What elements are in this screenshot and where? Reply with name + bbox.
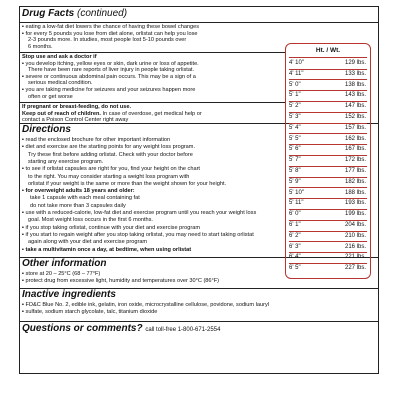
weight-value: 221 lbs. bbox=[344, 254, 366, 261]
row-divider bbox=[289, 101, 367, 102]
height-weight-chart bbox=[285, 43, 371, 279]
row-divider bbox=[289, 69, 367, 70]
direction-line: ▪ diet and exercise are the starting points for any weight loss program. bbox=[22, 144, 196, 151]
stop-use-line: ▪ you develop itching, yellow eyes or skin, dark urine or loss of appetite. bbox=[22, 60, 199, 67]
row-divider bbox=[289, 166, 367, 167]
weight-value: 167 lbs. bbox=[344, 146, 366, 153]
questions-section bbox=[22, 323, 220, 336]
height-value: 6' 3" bbox=[289, 243, 301, 250]
bullet-icon: ▪ bbox=[22, 60, 26, 67]
drug-facts-panel bbox=[19, 6, 379, 374]
row-divider bbox=[289, 209, 367, 210]
chart-row bbox=[289, 211, 366, 218]
chart-row bbox=[289, 114, 366, 121]
chart-row bbox=[289, 60, 366, 67]
weight-value: 133 lbs. bbox=[344, 70, 366, 77]
weight-value: 216 lbs. bbox=[344, 243, 366, 250]
chart-header-rule bbox=[289, 57, 367, 58]
chart-row bbox=[289, 233, 366, 240]
stop-use-line: serious medical condition. bbox=[28, 80, 93, 87]
warnings-divider bbox=[20, 52, 286, 53]
other-info-line: ▪ store at 20 – 25°C (68 – 77°F) bbox=[22, 271, 101, 277]
weight-value: 143 lbs. bbox=[344, 92, 366, 99]
chart-row bbox=[289, 244, 366, 251]
pregnancy-line: If pregnant or breast-feeding, do not use. bbox=[22, 104, 132, 110]
questions-title: Questions or comments? bbox=[22, 323, 143, 334]
row-divider bbox=[289, 177, 367, 178]
weight-value: 199 lbs. bbox=[344, 211, 366, 218]
row-divider bbox=[289, 187, 367, 188]
weight-value: 204 lbs. bbox=[344, 222, 366, 228]
warning-line: 2-3 pounds more. In studies, most people lost 5-10 pounds over bbox=[28, 37, 187, 44]
bullet-icon: ▪ bbox=[22, 271, 26, 277]
weight-value: 152 lbs. bbox=[344, 114, 366, 120]
bullet-icon: ▪ bbox=[22, 302, 26, 308]
weight-value: 157 lbs. bbox=[344, 124, 366, 131]
direction-line: ▪ take a multivitamin once a day, at bedtime, when using orlistat bbox=[22, 246, 192, 253]
weight-value: 182 lbs. bbox=[344, 178, 366, 185]
bullet-icon: ▪ bbox=[22, 144, 26, 151]
pregnancy-line: contact a Poison Control Center right away bbox=[22, 117, 129, 124]
bullet-icon: ▪ bbox=[22, 231, 26, 238]
weight-value: 188 lbs. bbox=[344, 189, 366, 196]
chart-row bbox=[289, 125, 366, 132]
stop-use-line: ▪ severe or continuous abdominal pain occurs. This may be a sign of a bbox=[22, 73, 196, 80]
height-value: 6' 0" bbox=[289, 211, 301, 218]
row-divider bbox=[289, 241, 367, 242]
chart-row bbox=[289, 222, 366, 229]
direction-line: starting any exercise program. bbox=[28, 158, 104, 165]
warning-line: 6 months. bbox=[28, 43, 53, 50]
chart-row bbox=[289, 82, 366, 89]
weight-value: 210 lbs. bbox=[344, 232, 366, 239]
height-value: 5' 6" bbox=[289, 146, 301, 153]
height-value: 4' 10" bbox=[289, 60, 304, 66]
bullet-icon: ▪ bbox=[22, 309, 26, 315]
bullet-icon: ▪ bbox=[22, 278, 26, 284]
row-divider bbox=[289, 231, 367, 232]
inactive-title: Inactive ingredients bbox=[22, 289, 116, 300]
direction-line: ▪ if you start to regain weight after you stop taking orlistat, you may need to start taking orlistat bbox=[22, 231, 254, 238]
bullet-icon: ▪ bbox=[22, 166, 26, 173]
weight-value: 129 lbs. bbox=[344, 60, 366, 66]
height-value: 5' 9" bbox=[289, 178, 301, 185]
stop-use-line: often or get worse bbox=[28, 93, 73, 100]
height-value: 5' 0" bbox=[289, 81, 301, 88]
height-value: 6' 1" bbox=[289, 222, 301, 228]
row-divider bbox=[289, 198, 367, 199]
height-value: 6' 5" bbox=[289, 265, 301, 272]
row-divider bbox=[289, 133, 367, 134]
height-value: 4' 11" bbox=[289, 70, 304, 77]
row-divider bbox=[289, 144, 367, 145]
bullet-icon: ▪ bbox=[22, 24, 26, 30]
other-info-line: ▪ protect drug from excessive light, humidity and temperatures over 30°C (86°F) bbox=[22, 278, 220, 284]
height-value: 5' 5" bbox=[289, 135, 301, 142]
direction-line: again along with your diet and exercise program bbox=[28, 239, 148, 246]
bullet-icon: ▪ bbox=[22, 246, 26, 253]
chart-row bbox=[289, 190, 366, 197]
height-value: 6' 4" bbox=[289, 254, 301, 261]
direction-line: take 1 capsule with each meal containing fat bbox=[30, 195, 140, 202]
stop-use-line: Stop use and ask a doctor if bbox=[22, 54, 97, 60]
row-divider bbox=[289, 263, 367, 264]
row-divider bbox=[289, 252, 367, 253]
bullet-icon: ▪ bbox=[22, 224, 26, 231]
height-value: 5' 7" bbox=[289, 157, 301, 164]
weight-value: 177 lbs. bbox=[344, 168, 366, 174]
bullet-icon: ▪ bbox=[22, 73, 26, 80]
warning-line: ▪ eating a low-fat diet lowers the chance of having these bowel changes bbox=[22, 24, 200, 30]
chart-header: Ht. / Wt. bbox=[315, 47, 341, 54]
directions-title: Directions bbox=[22, 124, 71, 135]
chart-row bbox=[289, 103, 366, 110]
height-value: 5' 8" bbox=[289, 168, 301, 174]
height-value: 5' 11" bbox=[289, 200, 304, 207]
row-divider bbox=[289, 123, 367, 124]
chart-row bbox=[289, 179, 366, 186]
weight-value: 138 lbs. bbox=[344, 81, 366, 88]
bullet-icon: ▪ bbox=[22, 87, 26, 93]
warning-line: ▪ for every 5 pounds you lose from diet alone, orlistat can help you lose bbox=[22, 30, 198, 37]
weight-value: 193 lbs. bbox=[344, 200, 366, 207]
height-value: 6' 2" bbox=[289, 232, 301, 239]
height-value: 5' 10" bbox=[289, 189, 304, 196]
weight-value: 147 lbs. bbox=[344, 103, 366, 110]
bullet-icon: ▪ bbox=[22, 30, 26, 37]
direction-line: ▪ use with a reduced-calorie, low-fat diet and exercise program until you reach your weight loss bbox=[22, 210, 257, 216]
direction-line: ▪ read the enclosed brochure for other important information bbox=[22, 137, 171, 143]
questions-rule bbox=[20, 321, 378, 322]
row-divider bbox=[289, 112, 367, 113]
weight-value: 172 lbs. bbox=[344, 157, 366, 164]
chart-row bbox=[289, 200, 366, 207]
row-divider bbox=[289, 90, 367, 91]
chart-row bbox=[289, 265, 366, 272]
pregnancy-line: Keep out of reach of children. In case of overdose, get medical help or bbox=[22, 110, 202, 117]
chart-row bbox=[289, 254, 366, 261]
chart-row bbox=[289, 157, 366, 164]
chart-row bbox=[289, 71, 366, 78]
direction-line: do not take more than 3 capsules daily bbox=[30, 202, 126, 209]
height-value: 5' 1" bbox=[289, 92, 301, 99]
chart-row bbox=[289, 92, 366, 99]
stop-use-divider bbox=[20, 102, 286, 103]
direction-line: ▪ to see if orlistat capsules are right for you, find your height on the chart bbox=[22, 166, 200, 173]
direction-line: Try these first before adding orlistat. Check with your doctor before bbox=[28, 151, 193, 158]
bullet-icon: ▪ bbox=[22, 137, 26, 143]
row-divider bbox=[289, 79, 367, 80]
direction-line: goal. Most weight loss occurs in the first 6 months. bbox=[28, 217, 153, 224]
direction-line: to the right. You may consider starting a weight loss program with bbox=[28, 173, 190, 180]
row-divider bbox=[289, 220, 367, 221]
direction-line: ▪ for overweight adults 18 years and older: bbox=[22, 188, 135, 195]
other-info-title: Other information bbox=[22, 258, 107, 269]
direction-line: ▪ if you stop taking orlistat, continue with your diet and exercise program bbox=[22, 224, 200, 231]
stop-use-line: There have been rare reports of liver injury in people taking orlistat. bbox=[28, 67, 195, 74]
inactive-line: ▪ sulfate, sodium starch glycolate, talc, titanium dioxide bbox=[22, 309, 158, 315]
height-value: 5' 3" bbox=[289, 114, 301, 120]
direction-line: orlistat if your weight is the same or more than the weight shown for your height. bbox=[28, 180, 227, 187]
chart-row bbox=[289, 146, 366, 153]
title-rule bbox=[20, 22, 378, 23]
row-divider bbox=[289, 155, 367, 156]
questions-phone: call toll-free 1-800-671-2554 bbox=[145, 327, 221, 333]
drug-facts-title: Drug Facts (continued) bbox=[22, 8, 128, 19]
height-value: 5' 4" bbox=[289, 124, 301, 131]
weight-value: 227 lbs. bbox=[344, 265, 366, 272]
chart-row bbox=[289, 168, 366, 175]
bullet-icon: ▪ bbox=[22, 210, 26, 216]
stop-use-line: ▪ you are taking medicine for seizures and your seizures happen more bbox=[22, 87, 196, 93]
height-value: 5' 2" bbox=[289, 103, 301, 110]
bullet-icon: ▪ bbox=[22, 188, 26, 195]
weight-value: 162 lbs. bbox=[344, 135, 366, 142]
chart-row bbox=[289, 136, 366, 143]
inactive-line: ▪ FD&C Blue No. 2, edible ink, gelatin, iron oxide, microcrystalline cellulose, povidone, sodium lauryl bbox=[22, 302, 269, 308]
